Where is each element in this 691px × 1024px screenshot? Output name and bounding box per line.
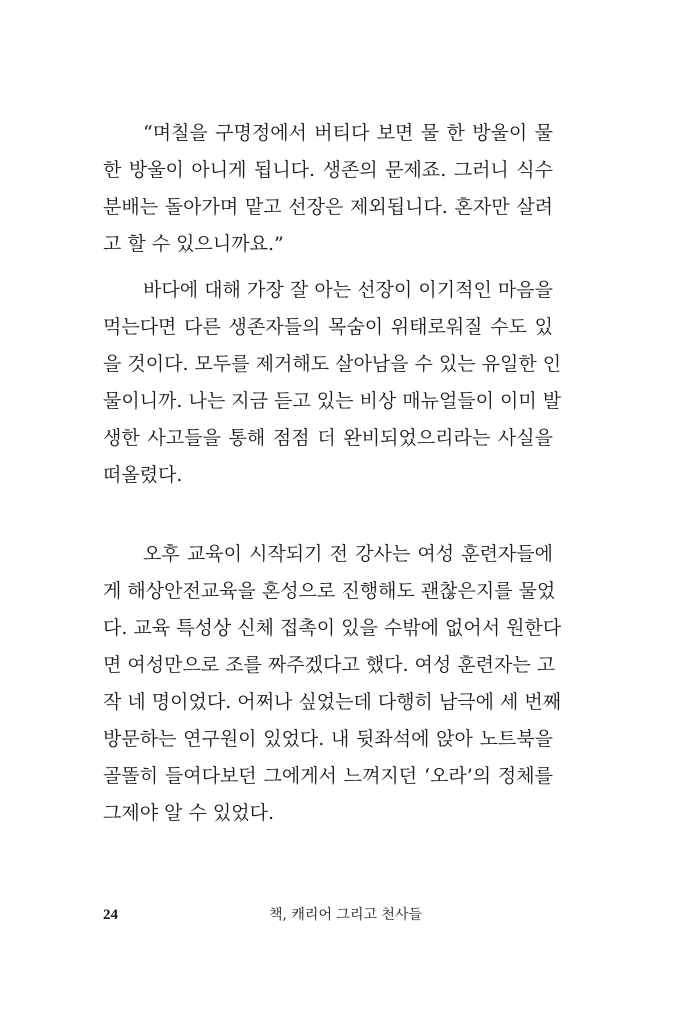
text-line: 한 방울이 아니게 됩니다. 생존의 문제죠. 그러니 식수 <box>103 159 553 181</box>
text-line: 먹는다면 다른 생존자들의 목숨이 위태로워질 수도 있 <box>103 316 553 338</box>
text-line: 떠올렸다. <box>103 464 183 486</box>
text-line: 오후 교육이 시작되기 전 강사는 여성 훈련자들에 <box>143 543 553 565</box>
text-line: 방문하는 연구원이 있었다. 내 뒷좌석에 앉아 노트북을 <box>103 728 553 750</box>
text-line: “며칠을 구명정에서 버티다 보면 물 한 방울이 물 <box>143 122 553 144</box>
text-line: 골똘히 들여다보던 그에게서 느껴지던 ‘오라’의 정체를 <box>103 765 553 787</box>
text-line: 고 할 수 있으니까요.” <box>103 233 284 255</box>
running-head: 책, 캐리어 그리고 천사들 <box>268 907 423 923</box>
text-line: 생한 사고들을 통해 점점 더 완비되었으리라는 사실을 <box>103 427 553 449</box>
text-line: 을 것이다. 모두를 제거해도 살아남을 수 있는 유일한 인 <box>103 353 562 375</box>
text-line: 분배는 돌아가며 맡고 선장은 제외됩니다. 혼자만 살려 <box>103 196 553 218</box>
text-line: 바다에 대해 가장 잘 아는 선장이 이기적인 마음을 <box>143 279 553 301</box>
text-line: 게 해상안전교육을 혼성으로 진행해도 괜찮은지를 물었 <box>103 580 556 602</box>
text-line: 작 네 명이었다. 어쩌나 싶었는데 다행히 남극에 세 번째 <box>103 691 562 713</box>
text-line: 그제야 알 수 있었다. <box>103 802 274 824</box>
page-number: 24 <box>103 907 118 923</box>
text-line: 면 여성만으로 조를 짜주겠다고 했다. 여성 훈련자는 고 <box>103 654 556 676</box>
text-line: 물이니까. 나는 지금 듣고 있는 비상 매뉴얼들이 이미 발 <box>103 390 562 412</box>
text-line: 다. 교육 특성상 신체 접촉이 있을 수밖에 없어서 원한다 <box>103 617 562 639</box>
